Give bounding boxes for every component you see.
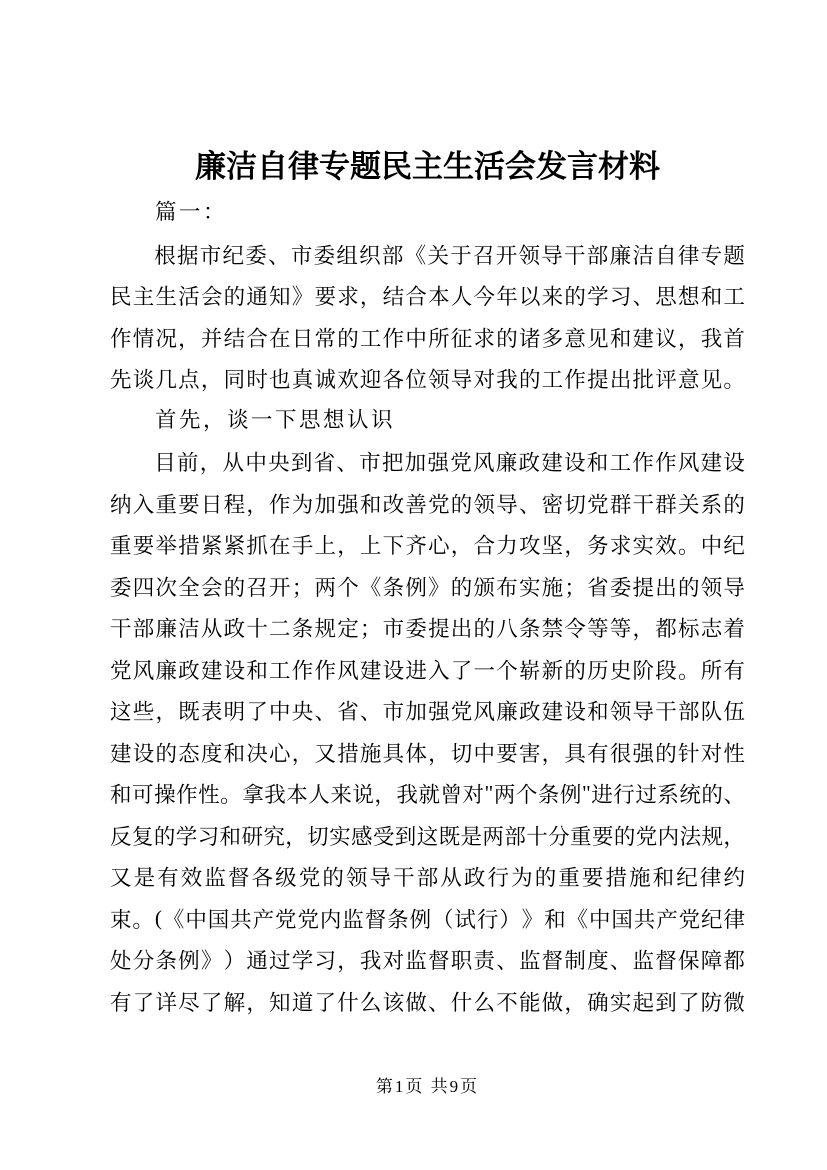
paragraph (110, 441, 745, 1022)
text-line: 作 情 况 ， 并 结 合 在 日 常 的 工 作 中 所 征 求 的 诸 多 意 见 和 建 议 ， 我 首 (110, 326, 745, 351)
text-line: 建 设 的 态 度 和 决 心 ， 又 措 施 具 体 ， 切 中 要 害 ， 具 有 很 强 的 针 对 性 (110, 741, 745, 766)
paragraph (110, 192, 745, 234)
text-line: 委 四 次 全 会 的 召 开 ； 两 个 《 条 例 》 的 颁 布 实 施 ； 省 委 提 出 的 领 导 (110, 575, 745, 600)
document-title: 廉洁自律专题民主生活会发言材料 (195, 149, 660, 184)
text-line: 束 。 ( 《 中 国 共 产 党 党 内 监 督 条 例 （ 试 行 ） 》 和 《 中 国 共 产 党 纪 律 (110, 905, 745, 932)
text-line: 又 是 有 效 监 督 各 级 党 的 领 导 干 部 从 政 行 为 的 重 要 措 施 和 纪 律 约 (110, 866, 745, 891)
text-line: 有 了 详 尽 了 解 ， 知 道 了 什 么 该 做 、 什 么 不 能 做 ， 确 实 起 到 了 防 微 (110, 990, 745, 1015)
text-line: 党 风 廉 政 建 设 和 工 作 作 风 建 设 进 入 了 一 个 崭 新 的 历 史 阶 段 。 所 有 (110, 658, 745, 683)
page-number-footer: 第1页 共9页 (375, 1077, 480, 1096)
document-body (110, 192, 745, 1022)
paragraph (110, 234, 745, 400)
text-line: 干 部 廉 洁 从 政 十 二 条 规 定 ； 市 委 提 出 的 八 条 禁 令 等 等 ， 都 标 志 着 (110, 617, 745, 642)
text-line: 纳 入 重 要 日 程 ， 作 为 加 强 和 改 善 党 的 领 导 、 密 切 党 群 干 群 关 系 的 (110, 492, 745, 517)
text-line: 目 前 ， 从 中 央 到 省 、 市 把 加 强 党 风 廉 政 建 设 和 工 作 作 风 建 设 (154, 451, 745, 476)
text-line: 反 复 的 学 习 和 研 究 ， 切 实 感 受 到 这 既 是 两 部 十 分 重 要 的 党 内 法 规 ， (110, 824, 745, 849)
text-line: 篇一： (155, 200, 228, 224)
text-line: 处 分 条 例 》 ） 通 过 学 习 ， 我 对 监 督 职 责 、 监 督 制 度 、 监 督 保 障 都 (110, 949, 745, 974)
text-line: 先 谈 几 点 ， 同 时 也 真 诚 欢 迎 各 位 领 导 对 我 的 工 作 提 出 批 评 意 见 。 (110, 368, 745, 393)
text-line: 重 要 举 措 紧 紧 抓 在 手 上 ， 上 下 齐 心 ， 合 力 攻 坚 ， 务 求 实 效 。 中 纪 (110, 534, 745, 559)
text-line: 这 些 ， 既 表 明 了 中 央 、 省 、 市 加 强 党 风 廉 政 建 设 和 领 导 干 部 队 伍 (110, 700, 745, 725)
text-line: 民 主 生 活 会 的 通 知 》 要 求 ， 结 合 本 人 今 年 以 来 的 学 习 、 思 想 和 工 (110, 285, 745, 310)
text-line: 根 据 市 纪 委 、 市 委 组 织 部 《 关 于 召 开 领 导 干 部 廉 洁 自 律 专 题 (154, 243, 745, 268)
paragraph (110, 400, 745, 442)
text-line: 和 可 操 作 性 。 拿 我 本 人 来 说 ， 我 就 曾 对 " 两 个 条 例 " 进 行 过 系 统 的 、 (110, 781, 745, 808)
text-line: 首先，谈一下思想认识 (155, 407, 396, 432)
